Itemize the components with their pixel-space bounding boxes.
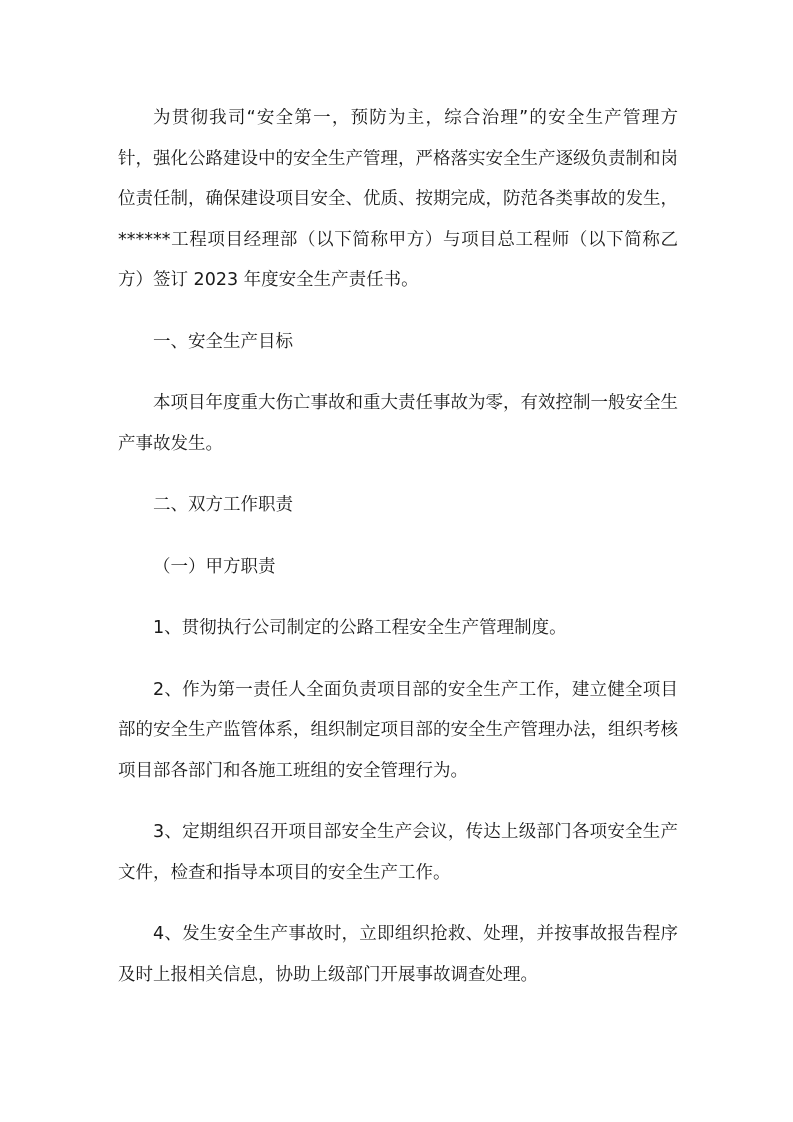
- document-body: [118, 98, 678, 995]
- section-heading-safety-goal: 一、安全生产目标: [153, 331, 293, 352]
- safety-goal-paragraph: 本项目年度重大伤亡事故和重大责任事故为零，有效控制一般安全生产事故发生。: [118, 393, 678, 454]
- subsection-heading-party-a: （一）甲方职责: [153, 556, 276, 577]
- duty-item-2: 2、作为第一责任人全面负责项目部的安全生产工作，建立健全项目部的安全生产监管体系，组织制定项目部的安全生产管理办法，组织考核项目部各部门和各施工班组的安全管理行为。: [118, 679, 678, 781]
- duty-item-3: 3、定期组织召开项目部安全生产会议，传达上级部门各项安全生产文件，检查和指导本项目的安全生产工作。: [118, 822, 678, 883]
- duty-item-1: 1、贯彻执行公司制定的公路工程安全生产管理制度。: [153, 618, 567, 638]
- section-heading-duties: 二、双方工作职责: [153, 495, 293, 515]
- intro-paragraph: 为贯彻我司“安全第一，预防为主，综合治理”的安全生产管理方针，强化公路建设中的安全生产管理，严格落实安全生产逐级负责制和岗位责任制，确保建设项目安全、优质、按期完成，防范各类事故的发生，******工程项目经理部（以下简称甲方）与项目总工程师（以下简称乙方）签订 2023 年度安全生产责任书。: [118, 108, 678, 290]
- duty-item-4: 4、发生安全生产事故时，立即组织抢救、处理，并按事故报告程序及时上报相关信息，协助上级部门开展事故调查处理。: [118, 924, 678, 985]
